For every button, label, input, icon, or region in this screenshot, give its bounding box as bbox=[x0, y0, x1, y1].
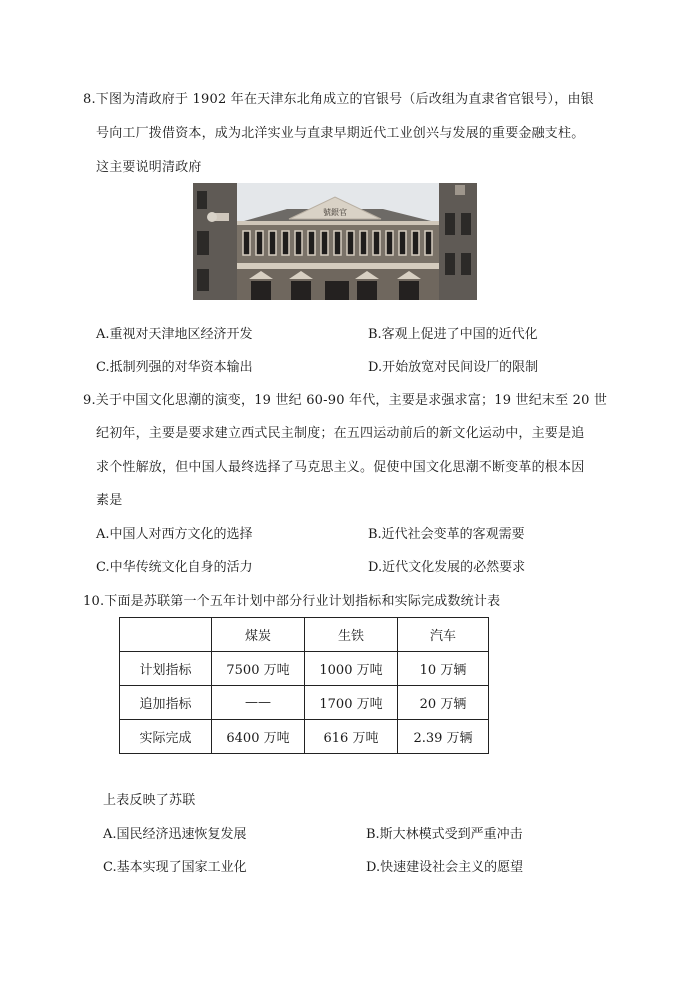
table-cell: 1700 万吨 bbox=[305, 686, 398, 720]
q10-stem-line-1: 10.下面是苏联第一个五年计划中部分行业计划指标和实际完成数统计表 bbox=[83, 594, 501, 609]
table-header-row bbox=[120, 618, 489, 652]
table-cell: 7500 万吨 bbox=[212, 652, 305, 686]
q8-option-d: D.开始放宽对民间设厂的限制 bbox=[368, 360, 539, 375]
q10-option-a: A.国民经济迅速恢复发展 bbox=[103, 827, 247, 842]
table-cell: 2.39 万辆 bbox=[398, 720, 489, 754]
table-header-cell bbox=[120, 618, 212, 652]
q9-stem-line-1: 9.关于中国文化思潮的演变，19 世纪 60-90 年代，主要是求强求富；19 世纪末至 20 世 bbox=[83, 393, 608, 408]
q9-stem-line-3: 求个性解放，但中国人最终选择了马克思主义。促使中国文化思潮不断变革的根本因 bbox=[96, 460, 585, 475]
q9-stem-line-4: 素是 bbox=[96, 493, 123, 508]
soviet-plan-table bbox=[119, 617, 489, 754]
q9-option-c: C.中华传统文化自身的活力 bbox=[96, 560, 253, 575]
table-row bbox=[120, 652, 489, 686]
q8-option-b: B.客观上促进了中国的近代化 bbox=[368, 327, 538, 342]
q10-option-b: B.斯大林模式受到严重冲击 bbox=[366, 827, 523, 842]
q9-stem-line-2: 纪初年，主要是要求建立西式民主制度；在五四运动前后的新文化运动中，主要是追 bbox=[96, 426, 585, 441]
q8-stem-line-2: 号向工厂拨借资本，成为北洋实业与直隶早期近代工业创兴与发展的重要金融支柱。 bbox=[96, 126, 585, 141]
q8-option-a: A.重视对天津地区经济开发 bbox=[96, 327, 253, 342]
table-header-cell: 煤炭 bbox=[212, 618, 305, 652]
q9-option-d: D.近代文化发展的必然要求 bbox=[368, 560, 526, 575]
q8-option-c: C.抵制列强的对华资本输出 bbox=[96, 360, 253, 375]
bank-sign-text: 號銀官 bbox=[323, 208, 347, 217]
q10-option-c: C.基本实现了国家工业化 bbox=[103, 860, 247, 875]
table-cell: —— bbox=[212, 686, 305, 720]
table-cell: 20 万辆 bbox=[398, 686, 489, 720]
table-cell: 6400 万吨 bbox=[212, 720, 305, 754]
table-cell: 追加指标 bbox=[120, 686, 212, 720]
q9-option-a: A.中国人对西方文化的选择 bbox=[96, 527, 253, 542]
table-cell: 计划指标 bbox=[120, 652, 212, 686]
q10-stem-line-2: 上表反映了苏联 bbox=[103, 793, 196, 808]
table-row bbox=[120, 686, 489, 720]
table-header-cell: 生铁 bbox=[305, 618, 398, 652]
table-cell: 1000 万吨 bbox=[305, 652, 398, 686]
q8-stem-line-3: 这主要说明清政府 bbox=[96, 160, 202, 175]
table-cell: 10 万辆 bbox=[398, 652, 489, 686]
q9-option-b: B.近代社会变革的客观需要 bbox=[368, 527, 525, 542]
q10-option-d: D.快速建设社会主义的愿望 bbox=[366, 860, 524, 875]
table-row bbox=[120, 720, 489, 754]
table-header-cell: 汽车 bbox=[398, 618, 489, 652]
table-cell: 616 万吨 bbox=[305, 720, 398, 754]
q8-stem-line-1: 8.下图为清政府于 1902 年在天津东北角成立的官银号（后改组为直隶省官银号），由银 bbox=[83, 92, 594, 107]
bank-building-photo bbox=[193, 183, 477, 300]
table-cell: 实际完成 bbox=[120, 720, 212, 754]
